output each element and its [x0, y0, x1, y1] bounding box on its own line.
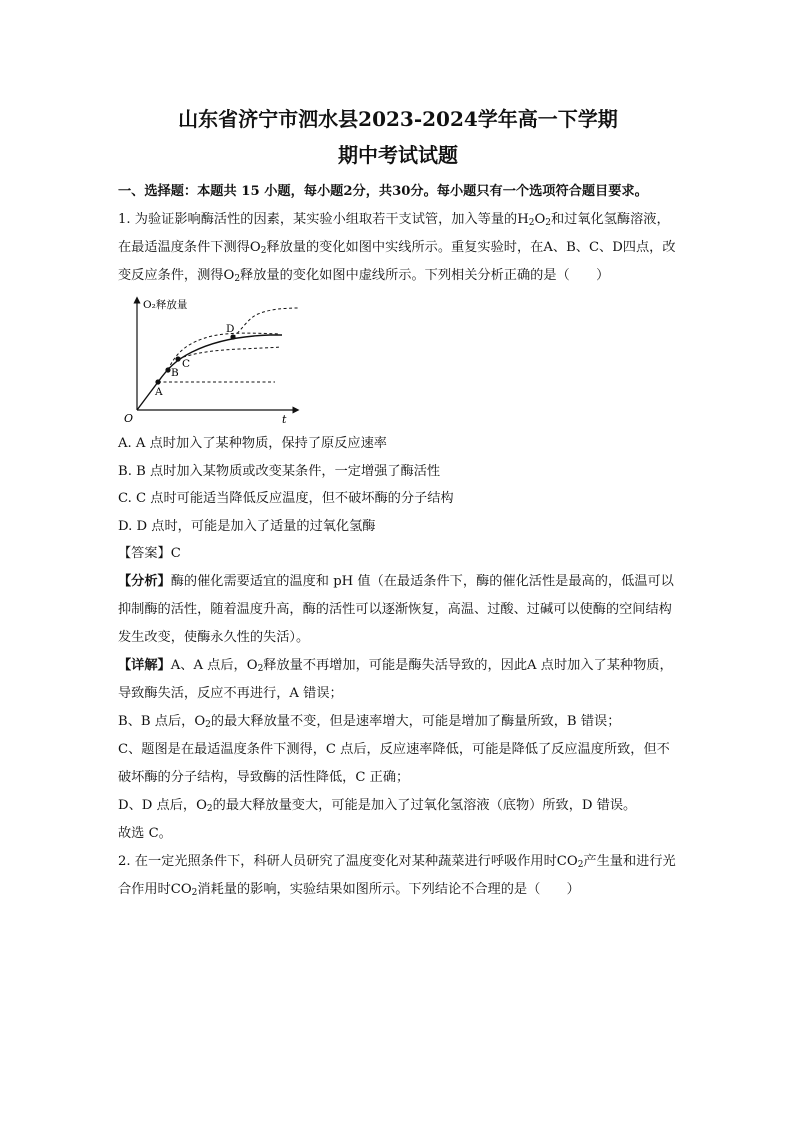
- point-c-marker: [175, 356, 180, 361]
- point-d-marker: [230, 334, 235, 339]
- detail-d: D、D 点后，$O_2$的最大释放量变大，可能是加入了过氧化氢溶液（底物）所致，D 错误。: [118, 798, 637, 814]
- detail-a: 【详解】A、A 点后，$O_2$释放量不再增加，可能是酶失活导致的，因此A 点时加入了某种物质，导致酶失活，反应不再进行，A 错误；: [118, 658, 673, 701]
- x-axis-label: t: [282, 413, 287, 426]
- option-c: C. C 点时可能适当降低反应温度，但不破坏酶的分子结构: [118, 491, 454, 506]
- section-heading: 一、选择题：本题共 15 小题，每小题2分，共30分。每小题只有一个选项符合题目要求。: [118, 184, 648, 199]
- origin-label: O: [124, 412, 134, 425]
- option-d: D. D 点时，可能是加入了适量的过氧化氢酶: [118, 518, 376, 534]
- analysis-label: 【分析】: [118, 574, 171, 589]
- y-axis-label: O₂释放量: [143, 299, 188, 311]
- point-d-label: D: [226, 323, 235, 335]
- option-b: B. B 点时加入某物质或改变某条件，一定增强了酶活性: [118, 463, 441, 479]
- answer-line: 【答案】C: [118, 546, 181, 561]
- detail-label: 【详解】: [118, 658, 171, 673]
- analysis-paragraph: 【分析】酶的催化需要适宜的温度和 pH 值（在最适条件下，酶的催化活性是最高的，低温可以抑制酶的活性，随着温度升高，酶的活性可以逐渐恢复，高温、过酸、过碱可以使酶的空间结构发生改变，使酶永久性的失活）。: [118, 574, 674, 645]
- point-a-label: A: [155, 386, 163, 398]
- document-title-line1: 山东省济宁市泗水县2023-2024学年高一下学期: [178, 107, 618, 131]
- point-c-label: C: [182, 358, 191, 370]
- question-1-figure: [120, 296, 320, 426]
- solid-curve: [137, 335, 282, 410]
- point-a-marker: [155, 379, 160, 384]
- point-b-label: B: [171, 367, 179, 379]
- conclusion-line: 故选 C。: [118, 826, 172, 841]
- dashed-curve-c: [178, 347, 280, 359]
- detail-c: C、题图是在最适温度条件下测得，C 点后，反应速率降低，可能是降低了反应温度所致，但不破坏酶的分子结构，导致酶的活性降低，C 正确；: [118, 742, 670, 785]
- point-b-marker: [165, 367, 170, 372]
- document-title-line2: 期中考试试题: [338, 143, 458, 167]
- o2-release-graph: [120, 296, 320, 426]
- question-1-stem: 1. 为验证影响酶活性的因素，某实验小组取若干支试管，加入等量的$H_2O_2$和过氧化氢酶溶液，在最适温度条件下测得$O_2$释放量的变化如图中实线所示。重复实验时，在A、B、C、D四点，改变反应条件，测得$O_2$释放量的变化如图中虚线所示。下列相关分析正确的是（ ）: [118, 212, 676, 284]
- option-a: A. A 点时加入了某种物质，保持了原反应速率: [118, 436, 387, 451]
- question-2-stem: 2. 在一定光照条件下，科研人员研究了温度变化对某种蔬菜进行呼吸作用时$CO_2$产生量和进行光合作用时$CO_2$消耗量的影响，实验结果如图所示。下列结论不合理的是（ ）: [118, 854, 676, 898]
- detail-b: B、B 点后，$O_2$的最大释放量不变，但是速率增大，可能是增加了酶量所致，B 错误；: [118, 714, 621, 730]
- document-page: [118, 100, 678, 904]
